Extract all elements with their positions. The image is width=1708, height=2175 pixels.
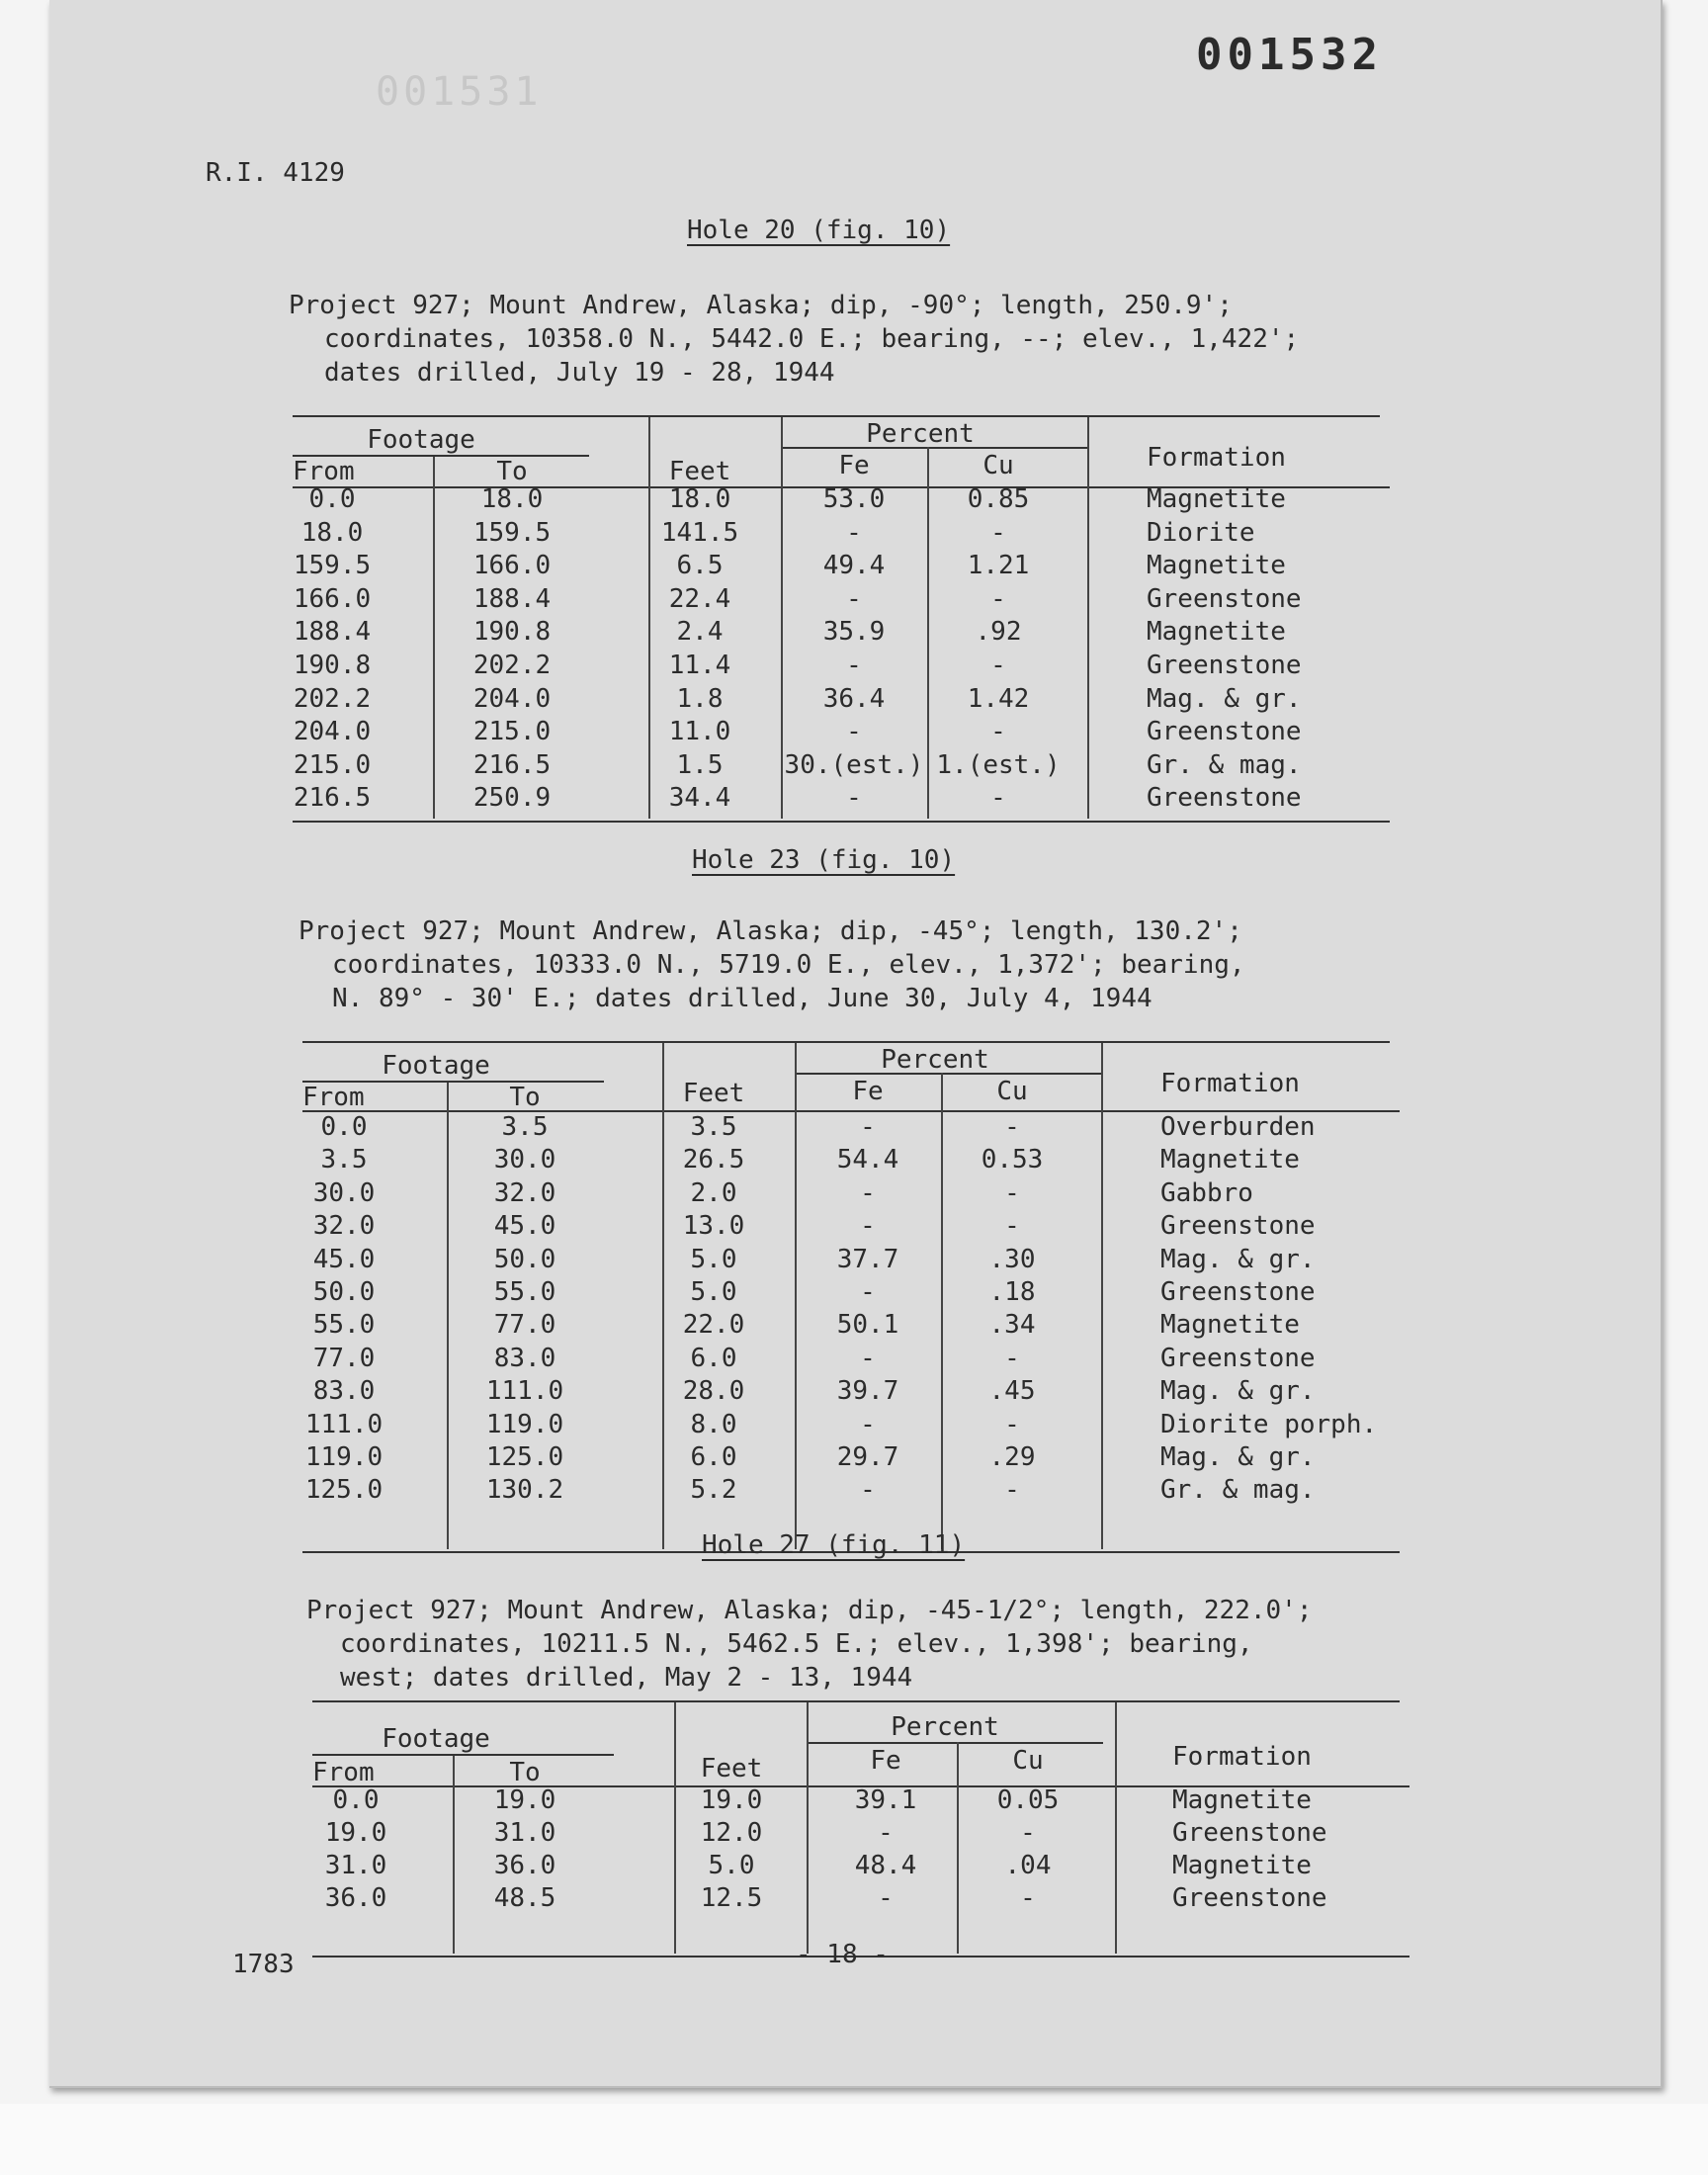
feet-cell: 11.4 xyxy=(668,651,731,680)
to-cell: 216.5 xyxy=(472,749,552,780)
table-row xyxy=(293,783,1380,817)
to-cell: 202.2 xyxy=(472,651,552,680)
table-row xyxy=(302,1442,1390,1476)
feet-cell: 5.2 xyxy=(690,1475,737,1506)
from-cell: 125.0 xyxy=(304,1475,384,1506)
to-header: To xyxy=(496,457,528,486)
table-row xyxy=(293,551,1380,584)
cu-cell: 1.21 xyxy=(967,551,1030,581)
cu-cell: .04 xyxy=(1004,1851,1052,1880)
table-row xyxy=(293,617,1380,651)
feet-cell: 26.5 xyxy=(682,1145,745,1175)
table-row xyxy=(312,1883,1400,1917)
fe-cell: - xyxy=(860,1177,876,1208)
feet-cell: 6.5 xyxy=(676,551,724,581)
cu-cell: .45 xyxy=(988,1376,1036,1407)
feet-cell: 1.8 xyxy=(676,683,724,714)
formation-cell: Greenstone xyxy=(1160,1343,1316,1373)
hole-27-description-line: west; dates drilled, May 2 - 13, 1944 xyxy=(340,1663,913,1693)
cu-cell: - xyxy=(1004,1177,1020,1208)
cu-cell: - xyxy=(1004,1475,1020,1506)
hole-27-description xyxy=(306,1594,1312,1695)
fe-cell: 30.(est.) xyxy=(784,749,924,780)
page-number: - 18 - xyxy=(796,1940,889,1969)
fe-cell: 37.7 xyxy=(836,1244,899,1274)
table-row xyxy=(302,1475,1390,1509)
formation-cell: Greenstone xyxy=(1160,1211,1316,1242)
feet-cell: 11.0 xyxy=(668,717,731,747)
cu-cell: - xyxy=(1004,1409,1020,1439)
table-row xyxy=(312,1818,1400,1852)
from-cell: 0.0 xyxy=(308,484,356,514)
feet-header: Feet xyxy=(668,457,731,486)
hole-20-description-line: dates drilled, July 19 - 28, 1944 xyxy=(324,358,835,388)
from-cell: 202.2 xyxy=(293,683,372,714)
cu-cell: .92 xyxy=(975,617,1022,648)
cu-cell: - xyxy=(1020,1818,1036,1848)
feet-cell: 6.0 xyxy=(690,1343,737,1373)
from-cell: 3.5 xyxy=(320,1145,368,1175)
hole-23-description-line: Project 927; Mount Andrew, Alaska; dip, -45°; length, 130.2'; xyxy=(299,916,1242,946)
feet-cell: 12.5 xyxy=(700,1883,763,1913)
ghost-page-number: 001531 xyxy=(376,69,543,115)
formation-cell: Mag. & gr. xyxy=(1160,1244,1316,1274)
formation-cell: Gabbro xyxy=(1160,1177,1253,1208)
fe-cell: 48.4 xyxy=(854,1851,917,1880)
feet-cell: 5.0 xyxy=(708,1851,755,1880)
to-cell: 166.0 xyxy=(472,551,552,581)
table-row xyxy=(293,684,1380,718)
fe-cell: - xyxy=(846,651,862,680)
formation-header: Formation xyxy=(1147,443,1286,473)
formation-cell: Greenstone xyxy=(1147,651,1302,680)
fe-header: Fe xyxy=(852,1077,884,1106)
table-row xyxy=(293,717,1380,750)
feet-header: Feet xyxy=(682,1079,745,1108)
fe-cell: - xyxy=(860,1475,876,1506)
fe-cell: - xyxy=(846,517,862,548)
from-header: From xyxy=(293,457,355,486)
fe-cell: - xyxy=(860,1112,876,1142)
hole-27-description-line: coordinates, 10211.5 N., 5462.5 E.; elev., 1,398'; bearing, xyxy=(340,1629,1253,1659)
feet-cell: 2.4 xyxy=(676,617,724,648)
cu-cell: - xyxy=(990,651,1006,680)
fe-cell: - xyxy=(860,1409,876,1439)
cu-cell: 1.(est.) xyxy=(936,749,1061,780)
table-row xyxy=(302,1344,1390,1377)
to-cell: 30.0 xyxy=(493,1145,556,1175)
feet-cell: 12.0 xyxy=(700,1818,763,1848)
from-cell: 36.0 xyxy=(324,1883,387,1913)
to-cell: 204.0 xyxy=(472,683,552,714)
hole-27-title: Hole 27 (fig. 11) xyxy=(702,1530,966,1560)
cu-header: Cu xyxy=(982,451,1014,480)
percent-header: Percent xyxy=(881,1045,989,1075)
to-cell: 32.0 xyxy=(493,1177,556,1208)
fe-cell: 39.7 xyxy=(836,1376,899,1407)
table-row xyxy=(302,1277,1390,1311)
feet-header: Feet xyxy=(700,1754,763,1784)
table-row xyxy=(302,1178,1390,1212)
fe-cell: 53.0 xyxy=(822,484,886,514)
to-cell: 45.0 xyxy=(493,1211,556,1242)
hole-27-description-line: Project 927; Mount Andrew, Alaska; dip, -45-1/2°; length, 222.0'; xyxy=(306,1596,1313,1625)
feet-cell: 5.0 xyxy=(690,1244,737,1274)
cu-cell: .30 xyxy=(988,1244,1036,1274)
formation-cell: Greenstone xyxy=(1172,1883,1327,1913)
feet-cell: 22.0 xyxy=(682,1310,745,1341)
cu-cell: .29 xyxy=(988,1442,1036,1472)
from-cell: 111.0 xyxy=(304,1409,384,1439)
table-row xyxy=(302,1145,1390,1178)
to-cell: 83.0 xyxy=(493,1343,556,1373)
scan-margin xyxy=(0,2104,1708,2175)
from-cell: 0.0 xyxy=(320,1112,368,1142)
fe-cell: - xyxy=(878,1818,894,1848)
from-cell: 216.5 xyxy=(293,783,372,814)
cu-cell: .34 xyxy=(988,1310,1036,1341)
feet-cell: 8.0 xyxy=(690,1409,737,1439)
table-row xyxy=(312,1851,1400,1884)
from-cell: 188.4 xyxy=(293,617,372,648)
to-cell: 55.0 xyxy=(493,1277,556,1307)
hole-23-description-line: coordinates, 10333.0 N., 5719.0 E., elev., 1,372'; bearing, xyxy=(332,950,1245,980)
formation-cell: Magnetite xyxy=(1172,1785,1312,1815)
report-id: R.I. 4129 xyxy=(206,158,345,188)
fe-cell: - xyxy=(846,717,862,747)
feet-cell: 6.0 xyxy=(690,1442,737,1472)
to-header: To xyxy=(509,1758,541,1787)
cu-cell: 0.05 xyxy=(996,1785,1060,1815)
footage-header: Footage xyxy=(367,425,475,455)
fe-cell: 54.4 xyxy=(836,1145,899,1175)
fe-cell: 36.4 xyxy=(822,683,886,714)
formation-cell: Greenstone xyxy=(1147,783,1302,814)
from-cell: 30.0 xyxy=(312,1177,376,1208)
to-cell: 130.2 xyxy=(485,1475,564,1506)
formation-cell: Magnetite xyxy=(1147,617,1286,648)
feet-cell: 34.4 xyxy=(668,783,731,814)
hole-23-description xyxy=(299,914,1245,1015)
hole-20-description-line: Project 927; Mount Andrew, Alaska; dip, -90°; length, 250.9'; xyxy=(289,291,1233,320)
feet-cell: 19.0 xyxy=(700,1785,763,1815)
fe-cell: - xyxy=(878,1883,894,1913)
cu-cell: - xyxy=(990,717,1006,747)
from-cell: 0.0 xyxy=(332,1785,380,1815)
to-cell: 19.0 xyxy=(493,1785,556,1815)
from-cell: 190.8 xyxy=(293,651,372,680)
formation-cell: Greenstone xyxy=(1147,583,1302,614)
formation-cell: Diorite xyxy=(1147,517,1255,548)
to-header: To xyxy=(509,1083,541,1112)
to-cell: 250.9 xyxy=(472,783,552,814)
cu-cell: .18 xyxy=(988,1277,1036,1307)
formation-cell: Magnetite xyxy=(1172,1851,1312,1880)
formation-cell: Magnetite xyxy=(1147,484,1286,514)
from-header: From xyxy=(302,1083,365,1112)
cu-cell: - xyxy=(1020,1883,1036,1913)
document-page xyxy=(49,0,1663,2088)
formation-cell: Magnetite xyxy=(1160,1145,1300,1175)
from-cell: 45.0 xyxy=(312,1244,376,1274)
cu-header: Cu xyxy=(996,1077,1028,1106)
feet-cell: 2.0 xyxy=(690,1177,737,1208)
feet-cell: 141.5 xyxy=(660,517,739,548)
to-cell: 125.0 xyxy=(485,1442,564,1472)
fe-cell: - xyxy=(846,783,862,814)
fe-header: Fe xyxy=(870,1746,901,1776)
cu-cell: 0.53 xyxy=(981,1145,1044,1175)
from-cell: 18.0 xyxy=(300,517,364,548)
to-cell: 119.0 xyxy=(485,1409,564,1439)
table-row xyxy=(302,1245,1390,1278)
cu-cell: - xyxy=(990,583,1006,614)
formation-cell: Mag. & gr. xyxy=(1147,683,1302,714)
formation-cell: Diorite porph. xyxy=(1160,1409,1378,1439)
cu-cell: 0.85 xyxy=(967,484,1030,514)
to-cell: 190.8 xyxy=(472,617,552,648)
formation-cell: Greenstone xyxy=(1160,1277,1316,1307)
feet-cell: 28.0 xyxy=(682,1376,745,1407)
percent-header: Percent xyxy=(891,1712,999,1742)
from-cell: 31.0 xyxy=(324,1851,387,1880)
footer-code: 1783 xyxy=(232,1950,295,1979)
fe-cell: 39.1 xyxy=(854,1785,917,1815)
fe-cell: - xyxy=(860,1277,876,1307)
to-cell: 31.0 xyxy=(493,1818,556,1848)
formation-header: Formation xyxy=(1172,1742,1312,1772)
to-cell: 111.0 xyxy=(485,1376,564,1407)
to-cell: 77.0 xyxy=(493,1310,556,1341)
formation-cell: Magnetite xyxy=(1160,1310,1300,1341)
table-row xyxy=(302,1112,1390,1146)
feet-cell: 13.0 xyxy=(682,1211,745,1242)
fe-cell: 35.9 xyxy=(822,617,886,648)
hole-20-description xyxy=(289,289,1299,390)
table-row xyxy=(293,651,1380,684)
to-cell: 50.0 xyxy=(493,1244,556,1274)
table-row xyxy=(302,1310,1390,1344)
table-row xyxy=(293,750,1380,784)
from-cell: 83.0 xyxy=(312,1376,376,1407)
formation-cell: Gr. & mag. xyxy=(1160,1475,1316,1506)
from-cell: 77.0 xyxy=(312,1343,376,1373)
feet-cell: 18.0 xyxy=(668,484,731,514)
to-cell: 18.0 xyxy=(480,484,544,514)
from-cell: 50.0 xyxy=(312,1277,376,1307)
fe-cell: - xyxy=(860,1343,876,1373)
from-cell: 215.0 xyxy=(293,749,372,780)
feet-cell: 1.5 xyxy=(676,749,724,780)
feet-cell: 5.0 xyxy=(690,1277,737,1307)
from-cell: 204.0 xyxy=(293,717,372,747)
footage-header: Footage xyxy=(382,1051,490,1081)
cu-cell: - xyxy=(1004,1343,1020,1373)
fe-cell: 29.7 xyxy=(836,1442,899,1472)
fe-cell: - xyxy=(860,1211,876,1242)
to-cell: 48.5 xyxy=(493,1883,556,1913)
table-row xyxy=(302,1410,1390,1443)
formation-cell: Magnetite xyxy=(1147,551,1286,581)
hole-20-description-line: coordinates, 10358.0 N., 5442.0 E.; bearing, --; elev., 1,422'; xyxy=(324,324,1300,354)
formation-cell: Overburden xyxy=(1160,1112,1316,1142)
table-row xyxy=(293,484,1380,518)
cu-header: Cu xyxy=(1012,1746,1044,1776)
percent-header: Percent xyxy=(866,419,975,449)
formation-cell: Mag. & gr. xyxy=(1160,1442,1316,1472)
table-row xyxy=(302,1376,1390,1410)
cu-cell: - xyxy=(1004,1112,1020,1142)
document-number: 001532 xyxy=(1196,30,1383,80)
to-cell: 36.0 xyxy=(493,1851,556,1880)
cu-cell: - xyxy=(990,517,1006,548)
from-cell: 159.5 xyxy=(293,551,372,581)
cu-cell: 1.42 xyxy=(967,683,1030,714)
formation-cell: Greenstone xyxy=(1172,1818,1327,1848)
cu-cell: - xyxy=(990,783,1006,814)
to-cell: 188.4 xyxy=(472,583,552,614)
formation-cell: Gr. & mag. xyxy=(1147,749,1302,780)
fe-header: Fe xyxy=(838,451,870,480)
from-cell: 55.0 xyxy=(312,1310,376,1341)
hole-20-title: Hole 20 (fig. 10) xyxy=(687,216,951,245)
table-row xyxy=(293,518,1380,552)
from-cell: 32.0 xyxy=(312,1211,376,1242)
to-cell: 215.0 xyxy=(472,717,552,747)
formation-header: Formation xyxy=(1160,1069,1300,1098)
fe-cell: 49.4 xyxy=(822,551,886,581)
hole-23-title: Hole 23 (fig. 10) xyxy=(692,845,956,875)
to-cell: 3.5 xyxy=(501,1112,549,1142)
to-cell: 159.5 xyxy=(472,517,552,548)
table-row xyxy=(293,584,1380,618)
from-header: From xyxy=(312,1758,375,1787)
hole-23-description-line: N. 89° - 30' E.; dates drilled, June 30, July 4, 1944 xyxy=(332,984,1153,1013)
feet-cell: 22.4 xyxy=(668,583,731,614)
from-cell: 19.0 xyxy=(324,1818,387,1848)
feet-cell: 3.5 xyxy=(690,1112,737,1142)
cu-cell: - xyxy=(1004,1211,1020,1242)
formation-cell: Mag. & gr. xyxy=(1160,1376,1316,1407)
formation-cell: Greenstone xyxy=(1147,717,1302,747)
fe-cell: 50.1 xyxy=(836,1310,899,1341)
from-cell: 166.0 xyxy=(293,583,372,614)
footage-header: Footage xyxy=(382,1724,490,1754)
fe-cell: - xyxy=(846,583,862,614)
table-row xyxy=(302,1211,1390,1245)
table-row xyxy=(312,1785,1400,1819)
from-cell: 119.0 xyxy=(304,1442,384,1472)
